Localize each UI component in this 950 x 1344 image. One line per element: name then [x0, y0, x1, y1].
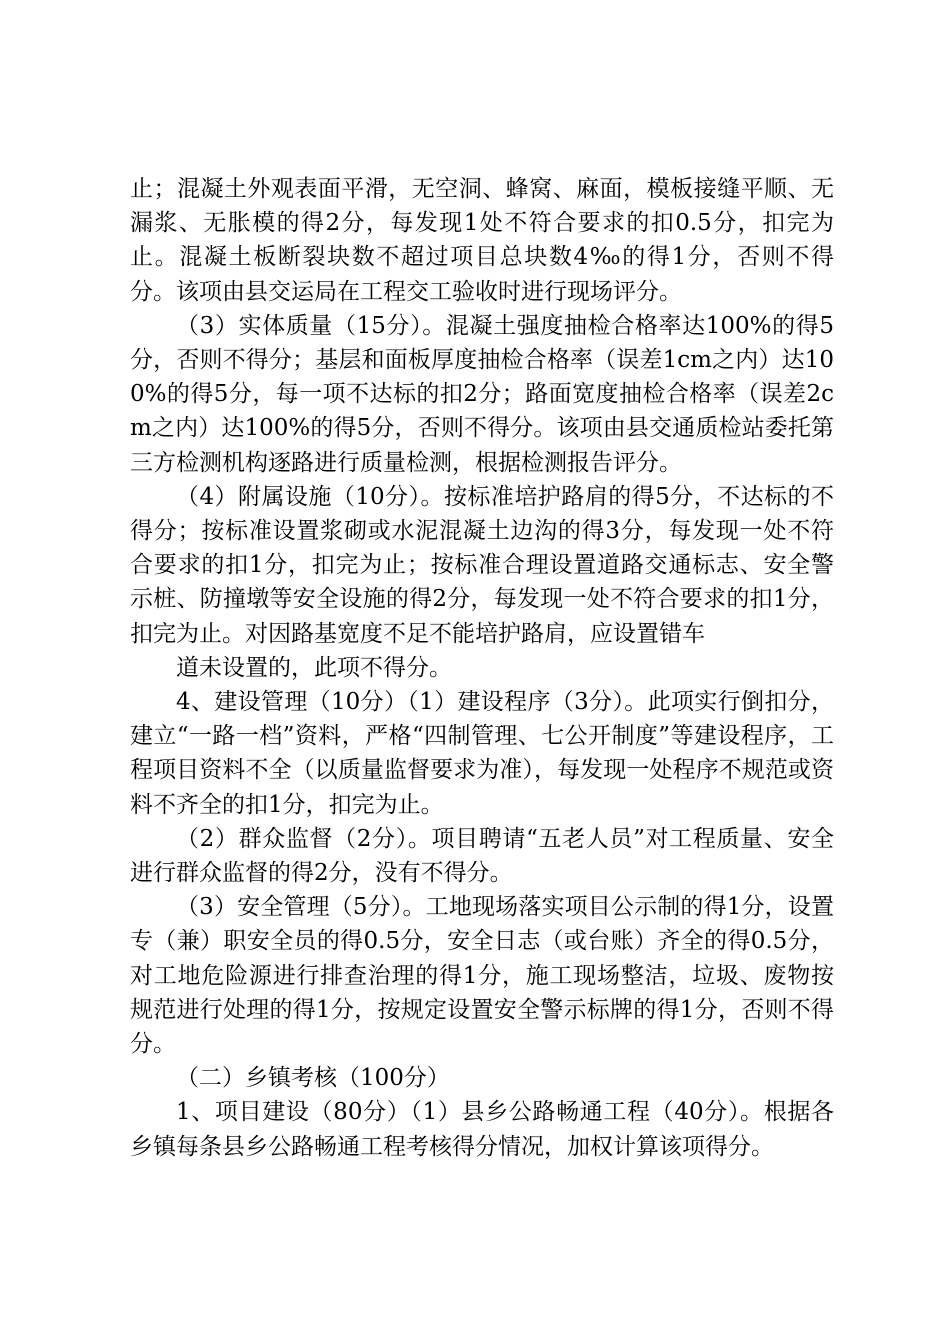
paragraph-continuation: 止；混凝土外观表面平滑，无空洞、蜂窝、麻面，模板接缝平顺、无漏浆、无胀模的得2分，每发现1处不符合要求的扣0.5分，扣完为止。混凝土板断裂块数不超过项目总块数4‰的得1分，否则不得分。该项由县交运局在工程交工验收时进行现场评分。 [130, 176, 834, 305]
paragraph-entity-quality: （3）实体质量（15分）。混凝土强度抽检合格率达100%的得5分，否则不得分；基层和面板厚度抽检合格率（误差1cm之内）达100%的得5分，每一项不达标的扣2分；路面宽度抽检合格率（误差2cm之内）达100%的得5分，否则不得分。该项由县交通质检站委托第三方检测机构逐路进行质量检测，根据检测报告评分。 [130, 312, 834, 476]
paragraph-public-supervision: （2）群众监督（2分）。项目聘请“五老人员”对工程质量、安全进行群众监督的得2分，没有不得分。 [130, 825, 834, 887]
document-body [130, 172, 834, 1164]
paragraph-auxiliary-facilities: （4）附属设施（10分）。按标准培护路肩的得5分，不达标的不得分；按标准设置浆砌或水泥混凝土边沟的得3分，每发现一处不符合要求的扣1分，扣完为止；按标准合理设置道路交通标志、安全警示桩、防撞墩等安全设施的得2分，每发现一处不符合要求的扣1分，扣完为止。对因路基宽度不足不能培护路肩，应设置错车 [130, 483, 834, 647]
paragraph-project-construction: 1、项目建设（80分）（1）县乡公路畅通工程（40分）。根据各乡镇每条县乡公路畅通工程考核得分情况，加权计算该项得分。 [130, 1099, 834, 1160]
paragraph-construction-management: 4、建设管理（10分）（1）建设程序（3分）。此项实行倒扣分，建立“一路一档”资料，严格“四制管理、七公开制度”等建设程序，工程项目资料不全（以质量监督要求为准），每发现一处程序不规范或资料不齐全的扣1分，扣完为止。 [130, 689, 834, 818]
section-heading-township-assessment: （二）乡镇考核（100分） [176, 1065, 450, 1092]
paragraph-safety-management: （3）安全管理（5分）。工地现场落实项目公示制的得1分，设置专（兼）职安全员的得0.5分，安全日志（或台账）齐全的得0.5分，对工地危险源进行排查治理的得1分，施工现场整洁，垃圾、废物按规范进行处理的得1分，按规定设置安全警示标牌的得1分，否则不得分。 [130, 894, 834, 1058]
paragraph-passing-lane-note: 道未设置的，此项不得分。 [176, 654, 452, 681]
